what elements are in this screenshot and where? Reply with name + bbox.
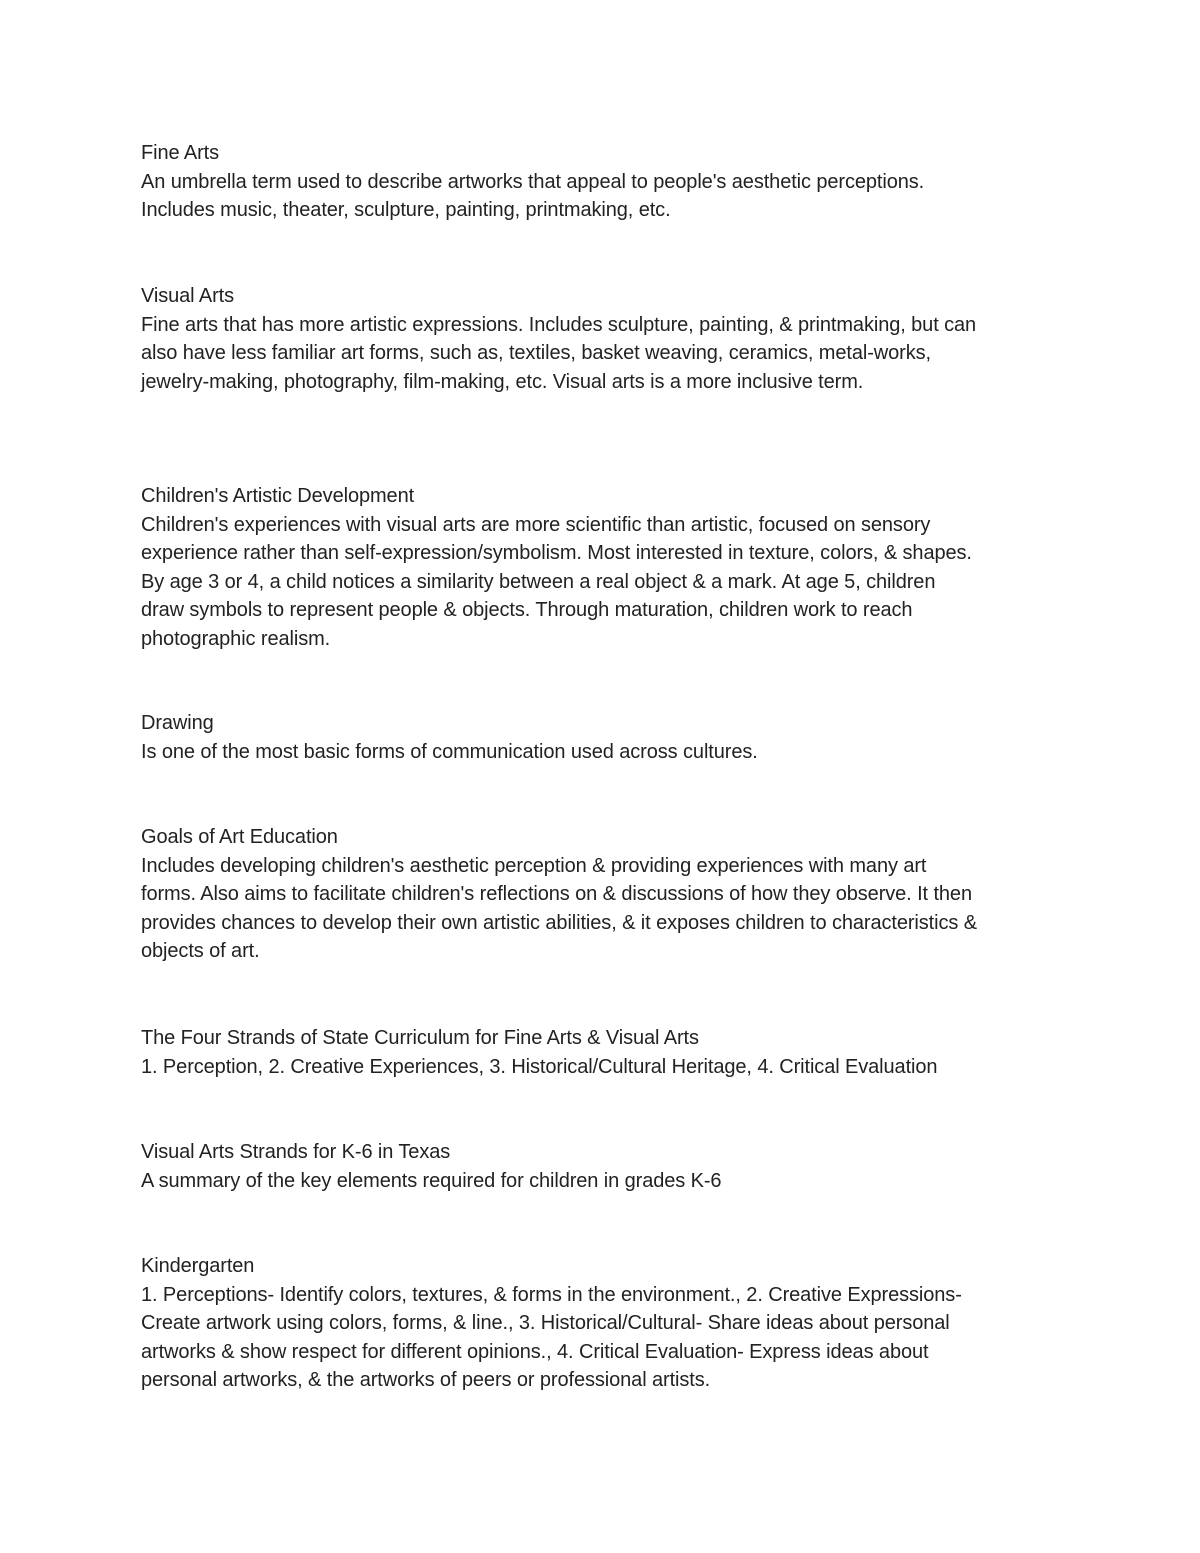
entry-visual-arts-strands-k6 [141,1138,1071,1195]
entry-definition: Fine arts that has more artistic expressions. Includes sculpture, painting, & printmaking, but can also have less familiar art forms, such as, textiles, basket weaving, ceramics, metal-works, jewelry-making, photography, film-making, etc. Visual arts is a more inclusive term. [141,313,977,393]
entry-definition: Is one of the most basic forms of communication used across cultures. [141,740,758,763]
entry-term: Children's Artistic Development [141,485,415,507]
entry-visual-arts [141,282,1071,396]
entry-definition: 1. Perceptions- Identify colors, textures, & forms in the environment., 2. Creative Expressions- Create artwork using colors, forms, & line., 3. Historical/Cultural- Share ideas about personal artworks & show respect for different opinions., 4. Critical Evaluation- Express ideas about personal artworks, & the artworks of peers or professional artists. [141,1283,962,1392]
entry-definition: An umbrella term used to describe artworks that appeal to people's aesthetic perceptions. Includes music, theater, sculpture, painting, printmaking, etc. [141,170,925,222]
entry-four-strands [141,1024,1071,1081]
entry-fine-arts [141,139,1071,225]
entry-term: Visual Arts Strands for K-6 in Texas [141,1141,451,1163]
entry-term: Fine Arts [141,142,220,164]
entry-term: Goals of Art Education [141,826,338,848]
entry-drawing [141,709,1071,766]
entry-term: Visual Arts [141,285,235,307]
entry-definition: Children's experiences with visual arts are more scientific than artistic, focused on sensory experience rather than self-expression/symbolism. Most interested in texture, colors, & shapes. By age 3 or 4, a child notices a similarity between a real object & a mark. At age 5, children draw symbols to represent people & objects. Through maturation, children work to reach photographic realism. [141,513,972,650]
entry-definition: 1. Perception, 2. Creative Experiences, 3. Historical/Cultural Heritage, 4. Critical Evaluation [141,1055,938,1078]
entry-definition: Includes developing children's aesthetic perception & providing experiences with many art forms. Also aims to facilitate children's reflections on & discussions of how they observe. It then provides chances to develop their own artistic abilities, & it exposes children to characteristics & objects of art. [141,854,977,963]
entry-goals-of-art-education [141,823,1071,966]
entry-definition: A summary of the key elements required for children in grades K-6 [141,1169,722,1192]
entry-term: Drawing [141,712,214,734]
entry-childrens-artistic-development [141,482,1071,654]
entry-kindergarten [141,1252,1071,1395]
entry-term: Kindergarten [141,1255,255,1277]
entry-term: The Four Strands of State Curriculum for Fine Arts & Visual Arts [141,1027,699,1049]
